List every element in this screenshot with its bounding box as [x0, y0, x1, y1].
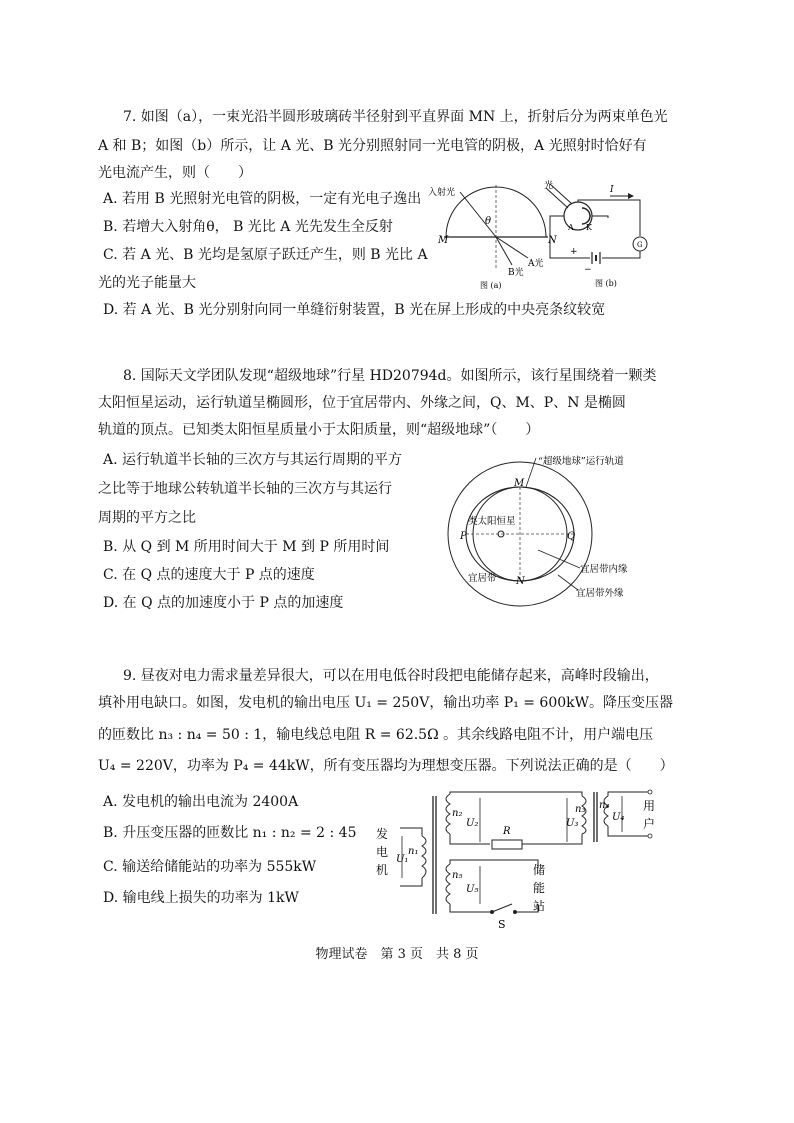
u1-label: U₁	[396, 854, 409, 865]
q9-stem-line-2: 填补用电缺口。如图，发电机的输出电压 U₁ = 250V，输出功率 P₁ = 600kW。降压变压器	[98, 695, 674, 711]
q9-circuit-figure	[370, 786, 665, 931]
q8-stem-line-2: 太阳恒星运动，运行轨道呈椭圆形，位于宜居带内、外缘之间，Q、M、P、N 是椭圆	[98, 395, 626, 411]
q8-option-a-cont-2: 周期的平方之比	[98, 510, 196, 526]
m-label: M	[438, 235, 449, 246]
minus-label: −	[584, 265, 592, 275]
theta-label: θ	[485, 216, 492, 227]
q7-option-b: B. 若增大入射角θ， B 光比 A 光先发生全反射	[103, 219, 393, 235]
user-char-2: 户	[643, 817, 656, 831]
current-label: I	[610, 185, 614, 195]
gen-char-1: 发	[376, 827, 389, 841]
galvanometer-label: G	[637, 241, 643, 249]
q7-option-c-cont: 光的光子能量大	[98, 275, 196, 291]
q7-stem-line-2: A 和 B；如图（b）所示，让 A 光、B 光分别照射同一光电管的阴极，A 光照射时恰好有	[98, 138, 647, 154]
cathode-label: K	[586, 223, 592, 232]
q9-option-d: D. 输电线上损失的功率为 1kW	[103, 890, 299, 906]
q8-stem-line-3: 轨道的顶点。已知类太阳恒星质量小于太阳质量，则“超级地球”（ ）	[98, 422, 540, 438]
q9-option-a: A. 发电机的输出电流为 2400A	[103, 794, 299, 810]
q9-option-c: C. 输送给储能站的功率为 555kW	[103, 859, 317, 875]
q8-option-b: B. 从 Q 到 M 所用时间大于 M 到 P 所用时间	[103, 539, 390, 555]
switch-s-label: S	[498, 918, 506, 931]
q8-option-a: A. 运行轨道半长轴的三次方与其运行周期的平方	[103, 452, 403, 468]
habitable-zone-label: 宜居带	[468, 573, 497, 584]
figure-b-caption: 图 (b)	[595, 279, 617, 288]
q9-stem-line-1: 9. 昼夜对电力需求量差异很大，可以在用电低谷时段把电能储存起来，高峰时段输出，	[123, 668, 659, 684]
point-p-label: P	[460, 531, 467, 542]
n1-label: n₁	[408, 846, 419, 857]
q7-option-d: D. 若 A 光、B 光分别射向同一单缝衍射装置，B 光在屏上形成的中央亮条纹较宽	[103, 302, 606, 318]
outer-edge-label: 宜居带外缘	[576, 588, 624, 599]
q8-orbit-figure	[438, 450, 638, 610]
q7-stem-line-1: 7. 如图（a），一束光沿半圆形玻璃砖半径射到平直界面 MN 上，折射后分为两束单色光	[123, 109, 668, 125]
figure-a-caption: 图 (a)	[480, 281, 502, 290]
n-label: N	[548, 235, 557, 246]
point-m-label: M	[514, 478, 525, 489]
q7-stem-line-3: 光电流产生，则（ ）	[98, 165, 252, 181]
n4-label: n₄	[599, 800, 610, 811]
b-light-label: B光	[508, 268, 524, 278]
light-label: 光	[544, 181, 554, 191]
n5-label: n₅	[452, 870, 463, 881]
u5-label: U₅	[466, 884, 479, 895]
page-footer: 物理试卷 第 3 页 共 8 页	[315, 947, 479, 962]
q8-stem-line-1: 8. 国际天文学团队发现“超级地球”行星 HD20794d。如图所示，该行星围绕着一颗类	[123, 368, 657, 384]
r-label: R	[503, 826, 511, 837]
q7-option-c: C. 若 A 光、B 光均是氢原子跃迁产生，则 B 光比 A	[103, 247, 428, 263]
inner-edge-label: 宜居带内缘	[580, 564, 628, 575]
incident-light-label: 入射光	[428, 188, 456, 198]
user-char-1: 用	[643, 799, 656, 813]
point-n-label: N	[516, 576, 525, 587]
gen-char-3: 机	[376, 863, 389, 877]
plus-label: +	[570, 247, 578, 257]
q8-option-a-cont-1: 之比等于地球公转轨道半长轴的三次方与其运行	[98, 481, 392, 497]
q9-stem-line-3: 的匝数比 n₃ : n₄ = 50 : 1，输电线总电阻 R = 62.5Ω 。其余线路电阻不计，用户端电压	[98, 727, 654, 743]
q9-stem-line-4: U₄ = 220V，功率为 P₄ = 44kW，所有变压器均为理想变压器。下列说法正确的是（ ）	[98, 758, 674, 774]
a-light-label: A光	[528, 259, 544, 269]
n2-label: n₂	[452, 808, 463, 819]
q7-figure-b	[540, 178, 655, 293]
q8-option-c: C. 在 Q 点的速度大于 P 点的速度	[103, 567, 315, 583]
u4-label: U₄	[612, 812, 625, 823]
q8-option-d: D. 在 Q 点的加速度小于 P 点的加速度	[103, 595, 344, 611]
u3-label: U₃	[566, 818, 579, 829]
anode-label: A	[568, 223, 574, 232]
store-char-3: 站	[533, 899, 546, 913]
orbit-label: “超级地球”运行轨道	[538, 456, 624, 467]
point-q-label: Q	[567, 531, 576, 542]
store-char-1: 储	[533, 863, 546, 877]
q9-option-b: B. 升压变压器的匝数比 n₁ : n₂ = 2 : 45	[103, 825, 357, 841]
store-char-2: 能	[533, 881, 546, 895]
star-label: 类太阳恒星	[468, 516, 516, 527]
q7-option-a: A. 若用 B 光照射光电管的阴极，一定有光电子逸出	[103, 191, 422, 207]
n3-label: n₃	[575, 804, 586, 815]
gen-char-2: 电	[376, 845, 389, 859]
u2-label: U₂	[466, 818, 479, 829]
